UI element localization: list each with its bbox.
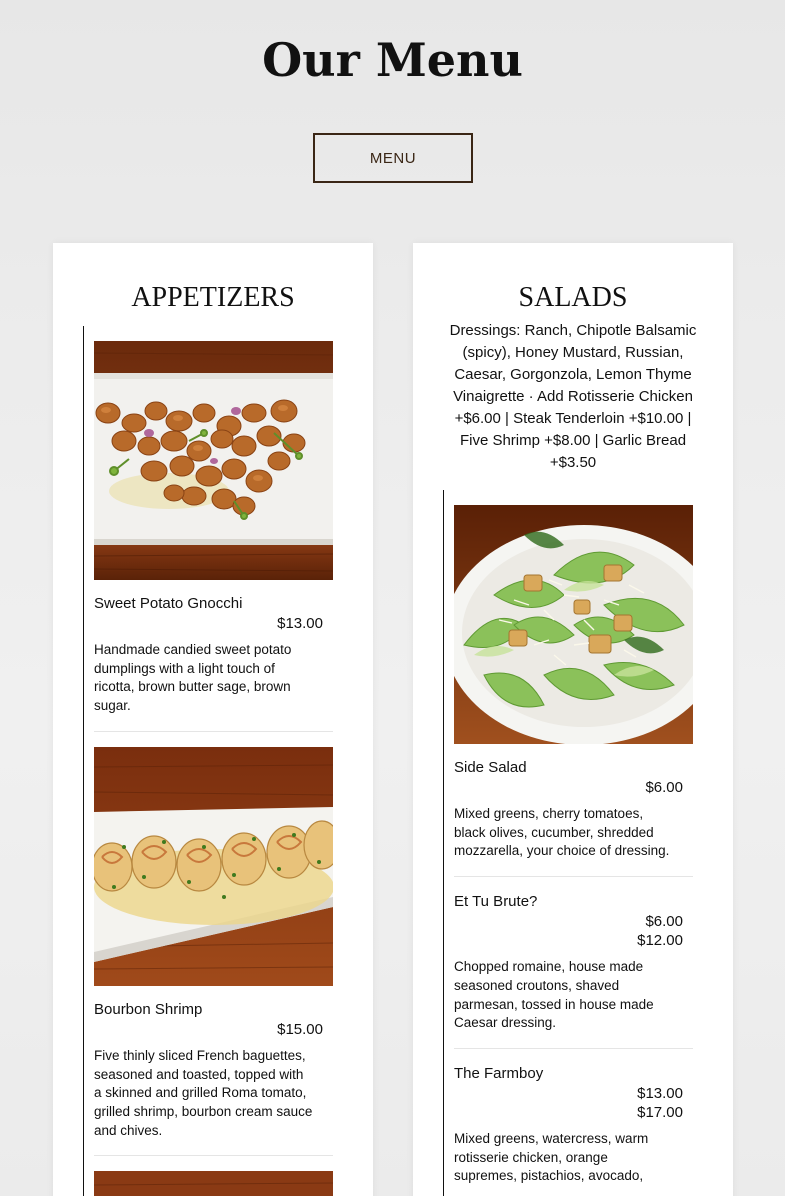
item-description: Mixed greens, cherry tomatoes, black olives, cucumber, shredded mozzarella, your choice of dressing. <box>454 806 670 859</box>
menu-item-next <box>94 1156 333 1196</box>
appetizers-title: APPETIZERS <box>131 282 295 313</box>
item-description: Mixed greens, watercress, warm rotisserie chicken, orange supremes, pistachios, avocado, <box>454 1130 649 1184</box>
item-description: Handmade candied sweet potato dumplings with a light touch of ricotta, brown butter sage, brown sugar. <box>94 642 292 714</box>
menu-item-bourbon-shrimp <box>94 732 333 1157</box>
bourbon-shrimp-photo <box>94 747 333 986</box>
item-price: $15.00 <box>277 1020 323 1038</box>
salads-card <box>413 243 733 1196</box>
menu-button[interactable]: MENU <box>313 133 473 183</box>
item-price: $6.00 <box>645 779 683 796</box>
item-description: Chopped romaine, house made seasoned croutons, shaved parmesan, tossed in house made Caesar dressing. <box>454 959 654 1031</box>
item-price: $13.00 <box>637 1084 683 1102</box>
item-name: Et Tu Brute? <box>454 893 538 911</box>
item-price: $6.00 <box>645 913 683 931</box>
item-name: Sweet Potato Gnocchi <box>94 595 243 612</box>
item-price: $17.00 <box>637 1103 683 1121</box>
menu-item-sweet-potato-gnocchi <box>94 326 333 732</box>
salads-dressings-note: Dressings: Ranch, Chipotle Balsamic (spicy), Honey Mustard, Russian, Caesar, Gorgonzola, Lemon Thyme Vinaigrette · Add Rotisserie Chicken +$6.00 | Steak Tenderloin +$10.00 | Five Shrimp +$8.00 | Garlic Bread +$3.50 <box>449 322 697 471</box>
item-price: $12.00 <box>637 932 683 950</box>
page-title: Our Menu <box>262 33 523 87</box>
sweet-potato-gnocchi-photo <box>94 341 333 580</box>
item-prices <box>454 912 693 950</box>
item-prices <box>94 614 333 633</box>
menu-item-the-farmboy <box>454 1049 693 1196</box>
menu-item-et-tu-brute <box>454 877 693 1049</box>
item-prices <box>94 1020 333 1039</box>
menu-item-side-salad <box>454 490 693 877</box>
side-salad-photo <box>454 505 693 744</box>
salads-title: SALADS <box>518 282 628 313</box>
item-name: Side Salad <box>454 759 527 776</box>
item-name: Bourbon Shrimp <box>94 1000 203 1018</box>
item-price: $13.00 <box>277 615 323 632</box>
appetizers-card <box>53 243 373 1196</box>
item-name: The Farmboy <box>454 1064 544 1082</box>
next-item-photo <box>94 1171 333 1196</box>
salads-list <box>443 490 704 1196</box>
appetizers-list <box>83 326 344 1196</box>
item-prices <box>454 1084 693 1122</box>
item-prices <box>454 778 693 797</box>
item-description: Five thinly sliced French baguettes, seasoned and toasted, topped with a skinned and grilled Roma tomato, grilled shrimp, bourbon cream sauce and chives. <box>94 1047 313 1138</box>
